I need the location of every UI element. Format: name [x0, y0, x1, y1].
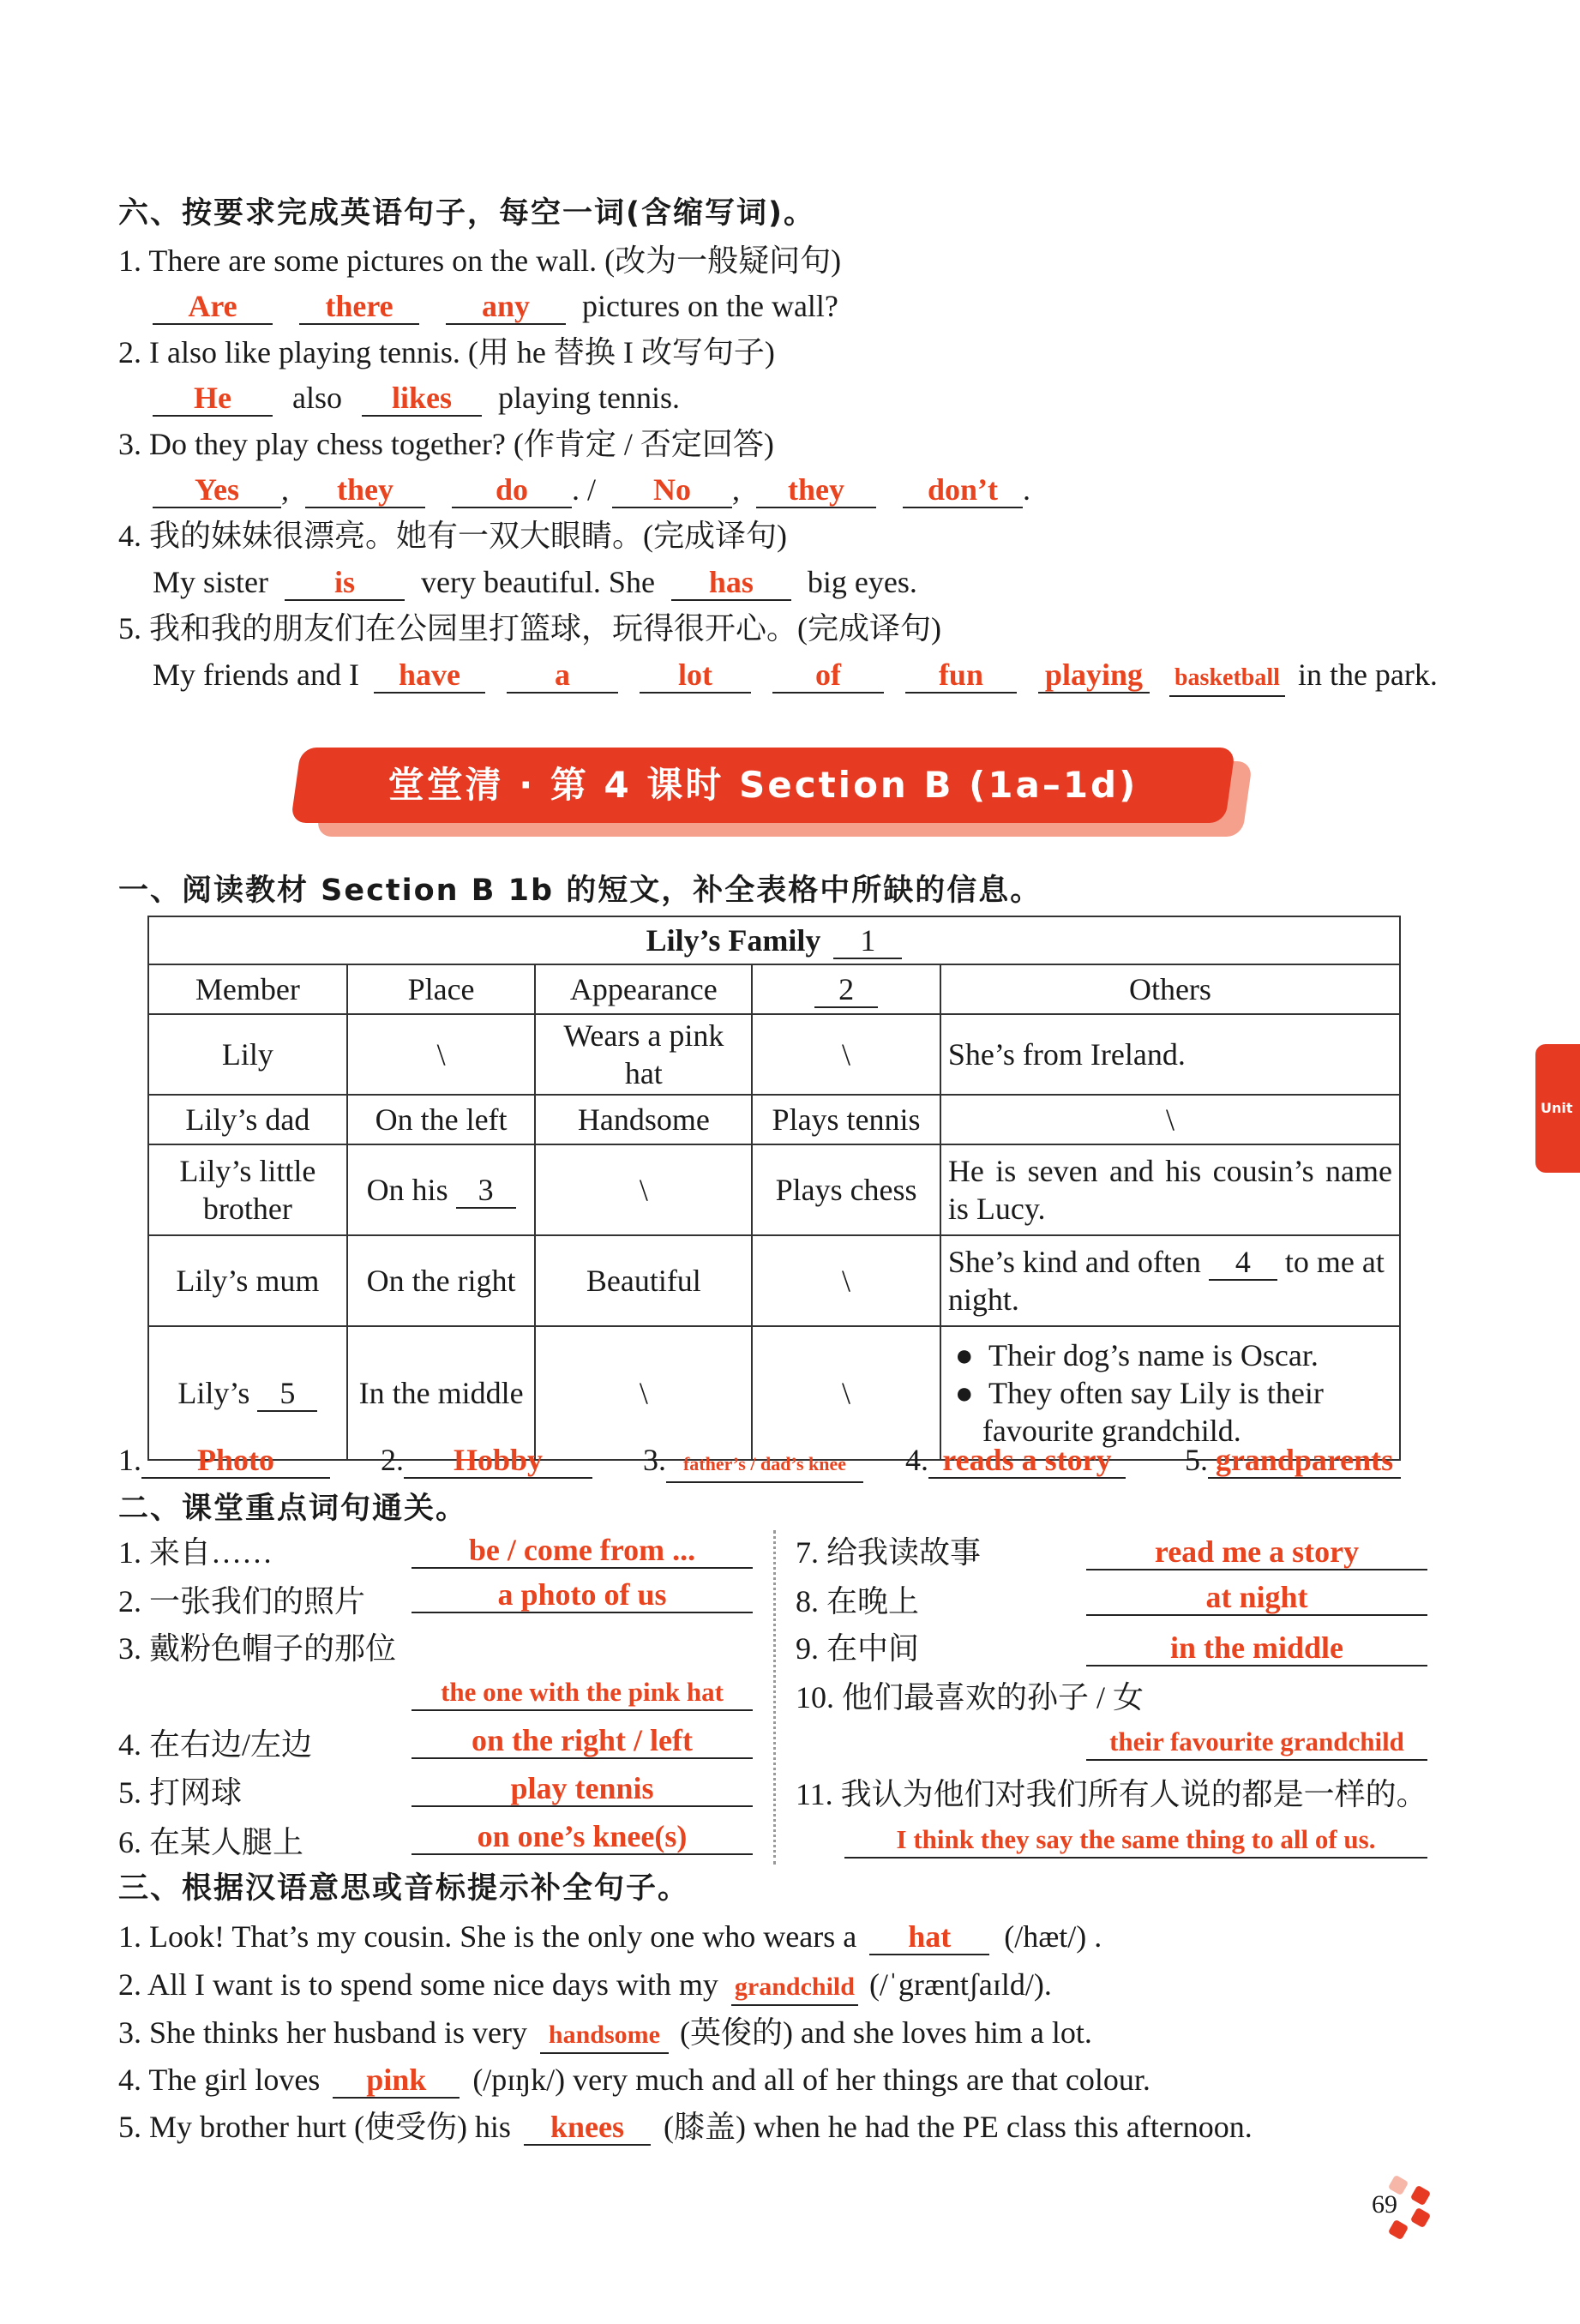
phrase-q: 8. 在晚上: [796, 1584, 920, 1618]
blank-3: 3: [456, 1173, 516, 1209]
cell-text: to me at night.: [947, 1245, 1385, 1317]
answer-blank: their favourite grandchild: [1086, 1725, 1427, 1761]
banner-title: 堂堂清 · 第 4 课时 Section B (1a–1d): [387, 764, 1138, 806]
phrase-q: 3. 戴粉色帽子的那位: [118, 1631, 397, 1666]
header-appearance: Appearance: [535, 964, 752, 1014]
phrase-q: 10. 他们最喜欢的孙子 / 女: [796, 1680, 1144, 1714]
answer-blank: on the right / left: [412, 1723, 753, 1759]
cell: In the middle: [347, 1326, 536, 1460]
unit-tab-label: Unit: [1541, 1100, 1573, 1116]
cell: \: [347, 1014, 536, 1095]
cell: Plays tennis: [752, 1095, 940, 1144]
cell: Lily’s mum: [148, 1235, 347, 1326]
answer-blank: of: [772, 658, 884, 694]
blank-2: 2: [814, 972, 878, 1008]
answer-blank: be / come from ...: [412, 1533, 753, 1569]
q2-tail: playing tennis.: [498, 381, 680, 415]
cell: Handsome: [535, 1095, 752, 1144]
q5-prompt: 5. 我和我的朋友们在公园里打篮球，玩得很开心。(完成译句): [118, 611, 941, 646]
answer-blank: He: [153, 381, 273, 417]
p3-s1: [118, 1917, 1102, 1956]
header-blank-2: [752, 964, 940, 1014]
answer-blank: in the middle: [1086, 1630, 1427, 1666]
part1-answers: [118, 1440, 1401, 1483]
part3-heading: 三、根据汉语意思或音标提示补全句子。: [118, 1871, 690, 1906]
cell: Beautiful: [535, 1235, 752, 1326]
answer-blank: I think they say the same thing to all of us.: [844, 1823, 1427, 1859]
p3-s4: [118, 2060, 1150, 2099]
q4-tail: big eyes.: [807, 565, 917, 599]
answer-blank: Yes: [153, 472, 281, 508]
answer-blank: is: [285, 565, 405, 601]
q3-answer-line: Yes , they do . / No , they don’t .: [153, 470, 1030, 509]
bullet-item: ● Their dog’s name is Oscar.: [954, 1338, 1319, 1372]
q1-prompt: 1. There are some pictures on the wall. (改为一般疑问句): [118, 243, 842, 278]
s-pre: 4. The girl loves: [118, 2063, 321, 2097]
answer-blank: basketball: [1169, 661, 1285, 697]
q2-answer-line: [153, 378, 680, 417]
hex-decoration-icon: [1410, 2207, 1432, 2229]
answer-num: 3.: [643, 1443, 666, 1477]
cell: \: [940, 1095, 1400, 1144]
answer-blank: do: [452, 472, 572, 508]
cell: \: [535, 1144, 752, 1235]
q1-answer-line: [153, 286, 838, 326]
answer-num: 1.: [118, 1443, 141, 1477]
hex-decoration-icon: [1410, 2185, 1432, 2207]
answer-blank: Hobby: [404, 1443, 592, 1479]
table-row: [148, 1095, 1400, 1144]
bullet-item: ● They often say Lily is their favourite grandchild.: [954, 1376, 1324, 1448]
answer-num: 5.: [1185, 1443, 1208, 1477]
s-tail: (膝盖) when he had the PE class this afternoon.: [663, 2110, 1253, 2144]
answer-blank: lot: [640, 658, 751, 694]
s-tail: (/pɪŋk/) very much and all of her things are that colour.: [472, 2063, 1150, 2097]
section6-heading: 六、按要求完成英语句子，每空一词(含缩写词)。: [118, 196, 815, 231]
table-title: Lily’s Family: [646, 923, 821, 958]
blank-5: 5: [257, 1376, 317, 1412]
p3-s2: [118, 1965, 1052, 2006]
q5-tail: in the park.: [1297, 658, 1438, 692]
phrase-q: 2. 一张我们的照片: [118, 1584, 366, 1618]
s-pre: 3. She thinks her husband is very: [118, 2015, 527, 2050]
q4-mid: very beautiful. She: [421, 565, 655, 599]
q1-tail: pictures on the wall?: [582, 289, 838, 323]
header-place: Place: [347, 964, 536, 1014]
s-pre: 1. Look! That’s my cousin. She is the only one who wears a: [118, 1919, 857, 1954]
answer-blank: they: [305, 472, 425, 508]
q3-prompt: 3. Do they play chess together? (作肯定 / 否定回答): [118, 427, 774, 461]
page-number: 69: [1372, 2190, 1397, 2219]
answer-blank: handsome: [540, 2018, 669, 2054]
header-member: Member: [148, 964, 347, 1014]
lesson-banner: [296, 748, 1230, 832]
s-tail: (/hæt/) .: [1004, 1919, 1102, 1954]
answer-blank: Photo: [141, 1443, 330, 1479]
q2-prompt: 2. I also like playing tennis. (用 he 替换 I 改写句子): [118, 335, 775, 369]
q5-answer-line: [153, 655, 1438, 697]
answer-blank: playing: [1038, 658, 1150, 694]
cell-text: She’s kind and often: [947, 1245, 1201, 1279]
q5-pre: My friends and I: [153, 658, 359, 692]
q4-prompt: 4. 我的妹妹很漂亮。她有一双大眼睛。(完成译句): [118, 519, 787, 553]
phrase-q: 11. 我认为他们对我们所有人说的都是一样的。: [796, 1777, 1427, 1811]
answer-blank: knees: [524, 2110, 651, 2146]
table-row: [148, 1014, 1400, 1095]
phrase-q: 1. 来自……: [118, 1535, 273, 1570]
cell: Lily’s dad: [148, 1095, 347, 1144]
cell: She’s from Ireland.: [940, 1014, 1400, 1095]
table-header-row: [148, 964, 1400, 1014]
bullet-text: They often say Lily is their favourite grandchild.: [982, 1376, 1324, 1448]
answer-blank: has: [671, 565, 791, 601]
cell: On the left: [347, 1095, 536, 1144]
s-tail: (英俊的) and she loves him a lot.: [679, 2015, 1092, 2050]
cell-text: On his: [366, 1173, 448, 1207]
cell: He is seven and his cousin’s name is Lucy.: [940, 1144, 1400, 1235]
answer-blank: grandparents: [1208, 1443, 1401, 1479]
q2-mid: also: [292, 381, 342, 415]
s-pre: 2. All I want is to spend some nice days with my: [118, 1967, 718, 2002]
p3-s5: [118, 2107, 1253, 2147]
p3-s3: [118, 2013, 1092, 2054]
s-tail: (/ˈgræntʃaɪld/).: [868, 1967, 1052, 2002]
answer-blank: reads a story: [928, 1443, 1126, 1479]
table-row: [148, 1235, 1400, 1326]
answer-blank: likes: [362, 381, 482, 417]
answer-blank: there: [299, 289, 419, 325]
bullet-text: Their dog’s name is Oscar.: [988, 1338, 1319, 1372]
answer-blank: on one’s knee(s): [412, 1819, 753, 1855]
answer-blank: No: [612, 472, 732, 508]
cell: Lily’s little brother: [148, 1144, 347, 1235]
cell-text: Lily’s: [177, 1376, 250, 1410]
hex-decoration-icon: [1388, 2219, 1409, 2241]
answer-blank: a: [507, 658, 618, 694]
cell: [940, 1235, 1400, 1326]
header-others: Others: [940, 964, 1400, 1014]
answer-blank: grandchild: [731, 1970, 858, 2006]
cell: \: [752, 1235, 940, 1326]
family-table: [147, 916, 1401, 1461]
column-divider: [773, 1530, 776, 1865]
part1-heading: 一、阅读教材 Section B 1b 的短文，补全表格中所缺的信息。: [118, 874, 1042, 908]
cell: On the right: [347, 1235, 536, 1326]
answer-blank: any: [446, 289, 566, 325]
answer-num: 4.: [905, 1443, 928, 1477]
answer-blank: don’t: [903, 472, 1023, 508]
table-title-cell: [148, 916, 1400, 964]
cell: Plays chess: [752, 1144, 940, 1235]
phrase-q: 6. 在某人腿上: [118, 1825, 304, 1859]
cell: Wears a pink hat: [535, 1014, 752, 1095]
cell: \: [752, 1014, 940, 1095]
blank-4: 4: [1209, 1245, 1277, 1281]
answer-blank: Are: [153, 289, 273, 325]
phrase-q: 4. 在右边/左边: [118, 1727, 313, 1762]
unit-side-tab: [1535, 1044, 1580, 1173]
q4-pre: My sister: [153, 565, 268, 599]
answer-blank: play tennis: [412, 1771, 753, 1807]
phrase-q: 9. 在中间: [796, 1631, 920, 1666]
phrase-q: 5. 打网球: [118, 1775, 243, 1810]
part2-heading: 二、课堂重点词句通关。: [118, 1492, 468, 1526]
cell: Lily: [148, 1014, 347, 1095]
answer-num: 2.: [381, 1443, 404, 1477]
answer-blank: pink: [333, 2063, 460, 2099]
answer-blank: father’s / dad’s knee: [666, 1447, 863, 1483]
answer-blank: the one with the pink hat: [412, 1675, 753, 1711]
cell: [347, 1144, 536, 1235]
blank-1: 1: [833, 923, 902, 959]
answer-blank: a photo of us: [412, 1577, 753, 1613]
cell: \: [752, 1326, 940, 1460]
answer-blank: fun: [905, 658, 1017, 694]
s-pre: 5. My brother hurt (使受伤) his: [118, 2110, 511, 2144]
answer-blank: have: [374, 658, 485, 694]
cell: \: [535, 1326, 752, 1460]
answer-blank: hat: [869, 1919, 989, 1955]
answer-blank: at night: [1086, 1580, 1427, 1616]
q4-answer-line: [153, 562, 917, 602]
table-row: [148, 1144, 1400, 1235]
answer-blank: read me a story: [1086, 1534, 1427, 1570]
answer-blank: they: [756, 472, 876, 508]
phrase-q: 7. 给我读故事: [796, 1535, 982, 1570]
